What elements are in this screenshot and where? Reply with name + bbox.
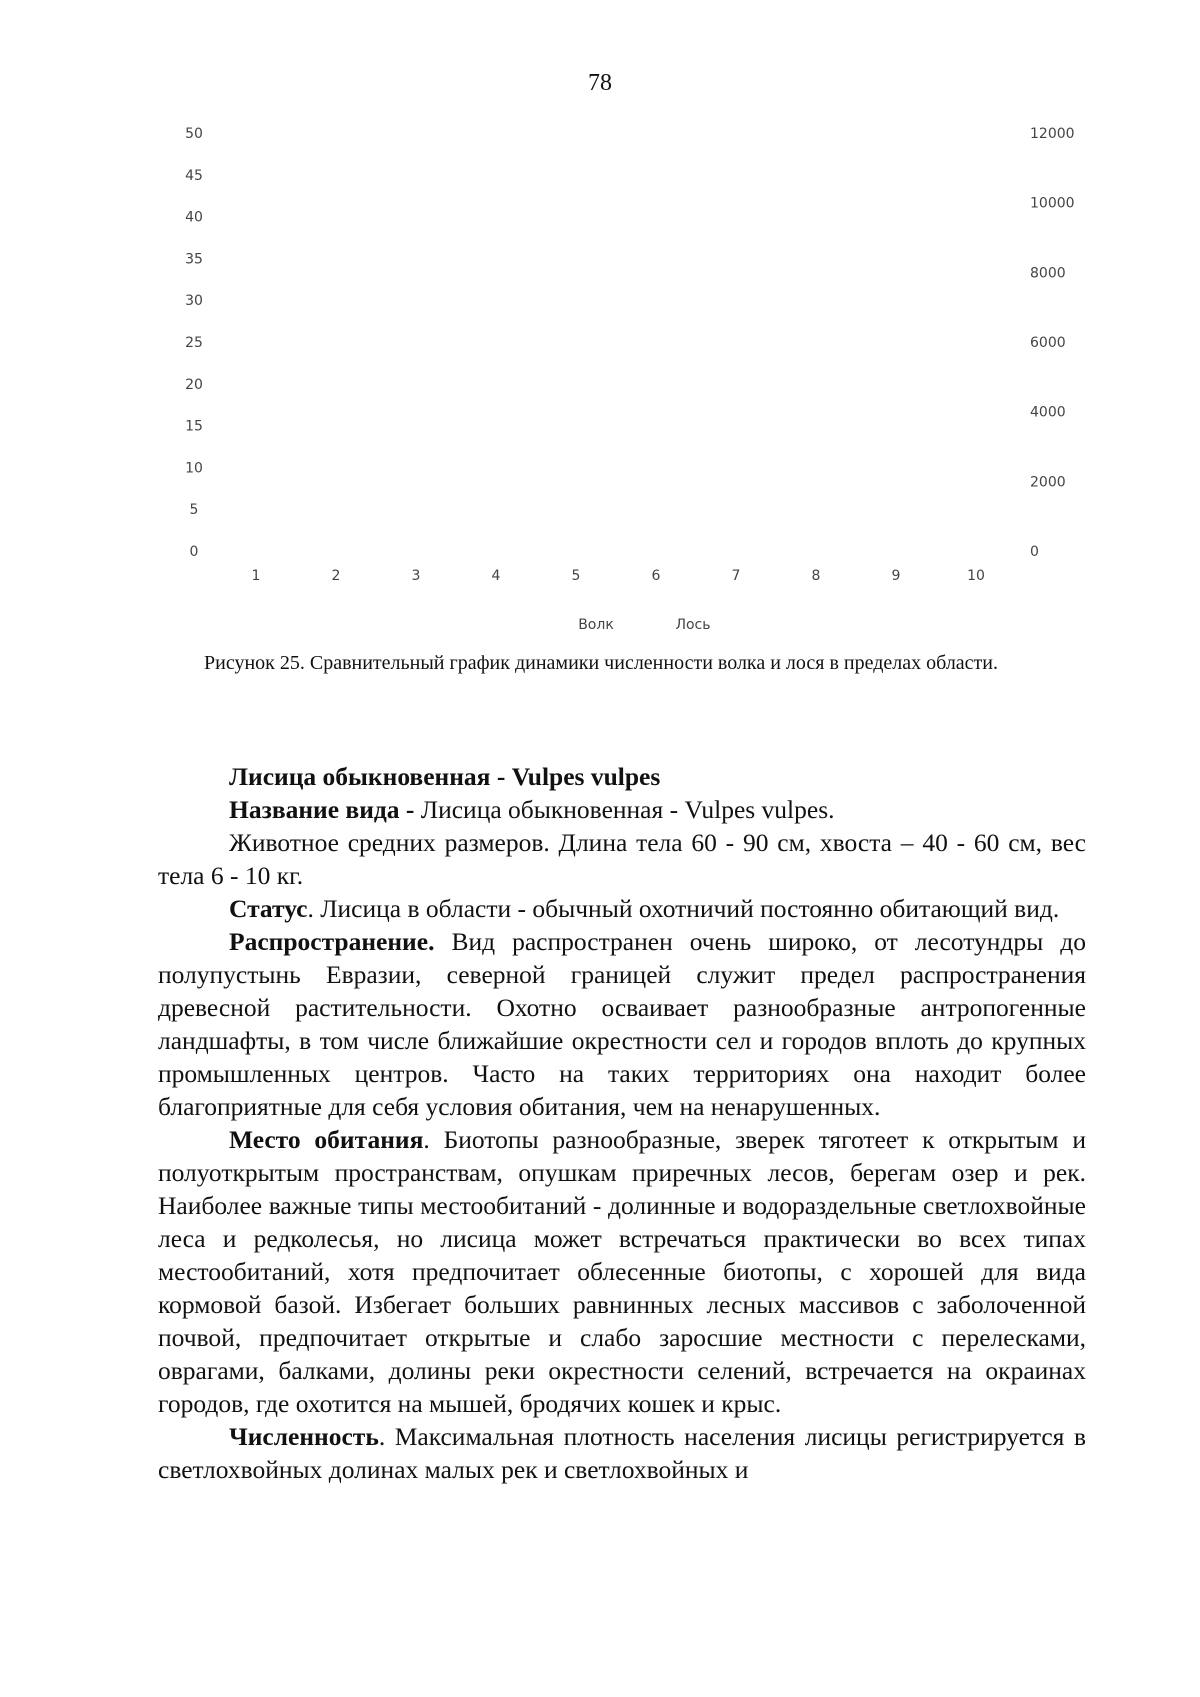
x-axis-tick-label: 10 (967, 568, 985, 584)
x-axis-tick-label: 3 (411, 568, 421, 584)
right-axis-tick-label: 0 (1030, 544, 1039, 560)
paragraph-species-name (158, 793, 1086, 826)
x-axis-tick-label: 1 (251, 568, 261, 584)
text-habitat: . Биотопы разнообразные, зверек тяготеет к открытым и полуоткрытым пространствам, опушкам приречных лесов, берегам озер и рек. Наиболее важные типы местообитаний - долинные и водораздельные светлохвойные леса и редколесья, но лисица может встречаться практически во всех типах местообитаний, хотя предпочитает облесенные биотопы, с хорошей для вида кормовой базой. Избегает больших равнинных лесных массивов с заболоченной почвой, предпочитает открытые и слабо заросшие местности с перелесками, оврагами, балками, долины реки окрестности селений, встречается на окраинах городов, где охотится на мышей, бродячих кошек и крыс. (158, 1125, 1086, 1418)
left-axis-tick-label: 10 (185, 460, 203, 477)
paragraph-habitat (158, 1123, 1086, 1420)
left-axis-tick-label: 50 (185, 126, 203, 142)
page-number: 78 (588, 70, 612, 96)
figure-caption: Рисунок 25. Сравнительный график динамики численности волка и лося в пределах области. (204, 652, 999, 674)
x-axis-tick-label: 6 (651, 568, 661, 584)
x-axis-tick-label: 2 (331, 568, 341, 584)
x-axis-tick-label: 9 (891, 568, 901, 584)
x-axis-tick-label: 4 (491, 568, 501, 584)
right-axis-tick-label: 2000 (1030, 474, 1066, 491)
right-axis-tick-label: 10000 (1030, 195, 1075, 212)
left-axis-tick-label: 25 (185, 335, 203, 351)
x-axis-tick-label: 8 (811, 568, 821, 584)
left-axis-tick-label: 30 (185, 293, 203, 310)
left-axis-tick-label: 20 (185, 376, 203, 393)
species-heading: Лисица обыкновенная - Vulpes vulpes (229, 762, 661, 791)
text-abundance: . Максимальная плотность населения лисицы регистрируется в светлохвойных долинах малых рек и светлохвойных и (158, 1422, 1086, 1484)
legend-item-wolf: Волк (578, 617, 614, 633)
left-axis-tick-label: 45 (185, 167, 203, 184)
paragraph-status (158, 892, 1086, 925)
paragraph-distribution (158, 925, 1086, 1123)
left-axis-tick-label: 5 (189, 502, 199, 519)
right-axis-tick-label: 12000 (1030, 126, 1075, 142)
population-chart (0, 0, 1200, 640)
left-axis-tick-label: 40 (185, 209, 203, 226)
x-axis-tick-label: 5 (571, 568, 581, 584)
right-axis-tick-label: 8000 (1030, 265, 1066, 282)
label-distribution: Распространение. (229, 927, 435, 956)
left-axis-tick-label: 15 (185, 418, 203, 435)
paragraph-abundance (158, 1420, 1086, 1486)
label-habitat: Место обитания (229, 1125, 424, 1154)
paragraph-size (158, 826, 1086, 892)
legend-item-moose: Лось (675, 617, 711, 633)
text-status: . Лисица в области - обычный охотничий постоянно обитающий вид. (307, 894, 1060, 923)
left-axis-tick-label: 35 (185, 251, 203, 268)
right-axis-tick-label: 6000 (1030, 335, 1066, 351)
species-article (158, 760, 1086, 1486)
text-species-name: Лисица обыкновенная - Vulpes vulpes. (414, 795, 835, 824)
right-axis-tick-label: 4000 (1030, 404, 1066, 421)
label-species-name: Название вида - (229, 795, 415, 824)
text-distribution: Вид распространен очень широко, от лесотундры до полупустынь Евразии, северной границей служит предел распространения древесной растительности. Охотно осваивает разнообразные антропогенные ландшафты, в том числе ближайшие окрестности сел и городов вплоть до крупных промышленных центров. Часто на таких территориях она находит более благоприятные для себя условия обитания, чем на ненарушенных. (158, 927, 1086, 1121)
label-status: Статус (229, 894, 308, 923)
x-axis-tick-label: 7 (731, 568, 741, 584)
text-size: Животное средних размеров. Длина тела 60 - 90 см, хвоста – 40 - 60 см, вес тела 6 - 10 кг. (158, 828, 1086, 890)
label-abundance: Численность (229, 1422, 379, 1451)
left-axis-tick-label: 0 (189, 544, 199, 560)
